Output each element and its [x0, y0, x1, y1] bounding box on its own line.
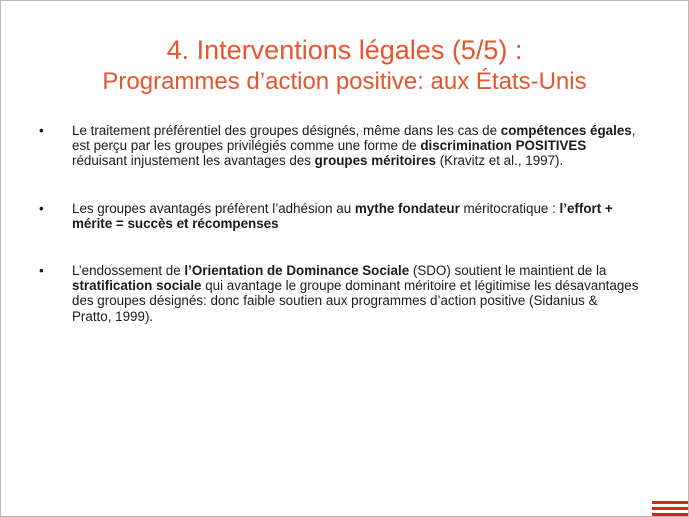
- bullet-icon: •: [39, 200, 44, 216]
- bullet-segment-bold: stratification sociale: [72, 278, 202, 294]
- bullet-list: [39, 123, 639, 356]
- bullet-segment: qui avantage le groupe dominant méritoire et légitimise les désavantages des groupes désignés: donc faible soutien aux programmes d’action positive (Sidanius & Pratto, 1999).: [72, 278, 639, 324]
- bullet-segment: réduisant injustement les avantages des: [72, 153, 315, 169]
- bullet-segment-bold: l’Orientation de Dominance Sociale: [184, 263, 410, 279]
- bullet-item: [39, 201, 639, 231]
- corner-stripe: [652, 513, 688, 516]
- bullet-icon: •: [39, 263, 44, 279]
- bullet-item: [39, 123, 639, 169]
- bullet-segment: L’endossement de: [72, 263, 185, 279]
- bullet-item: [39, 263, 639, 324]
- bullet-segment: méritocratique :: [459, 200, 560, 216]
- bullet-segment: Les groupes avantagés préfèrent l’adhésion au: [72, 200, 355, 216]
- bullet-segment-bold: mythe fondateur: [354, 200, 460, 216]
- bullet-segment: (SDO) soutient le maintient de la: [409, 263, 607, 279]
- bullet-text: [72, 201, 639, 231]
- bullet-segment: Le traitement préférentiel des groupes désignés, même dans les cas de: [72, 123, 501, 138]
- bullet-segment-bold: discrimination POSITIVES: [420, 138, 587, 154]
- bullet-text: [72, 263, 639, 324]
- bullet-text: [72, 123, 639, 169]
- corner-stripe: [652, 507, 688, 510]
- title-line-2: Programmes d’action positive: aux États-Unis: [102, 68, 587, 95]
- bullet-icon: •: [39, 123, 44, 138]
- bullet-segment: (Kravitz et al., 1997).: [435, 153, 564, 169]
- bullet-segment: , est perçu par les groupes privilégiés comme une forme de: [72, 123, 636, 154]
- title-line-1: 4. Interventions légales (5/5) :: [166, 35, 523, 65]
- corner-stripe: [652, 501, 688, 504]
- bullet-segment-bold: groupes méritoires: [314, 153, 436, 169]
- bullet-segment-bold: compétences égales: [500, 123, 632, 138]
- slide-title: [1, 33, 688, 97]
- bullet-segment-bold: l’effort + mérite = succès et récompenses: [72, 200, 613, 231]
